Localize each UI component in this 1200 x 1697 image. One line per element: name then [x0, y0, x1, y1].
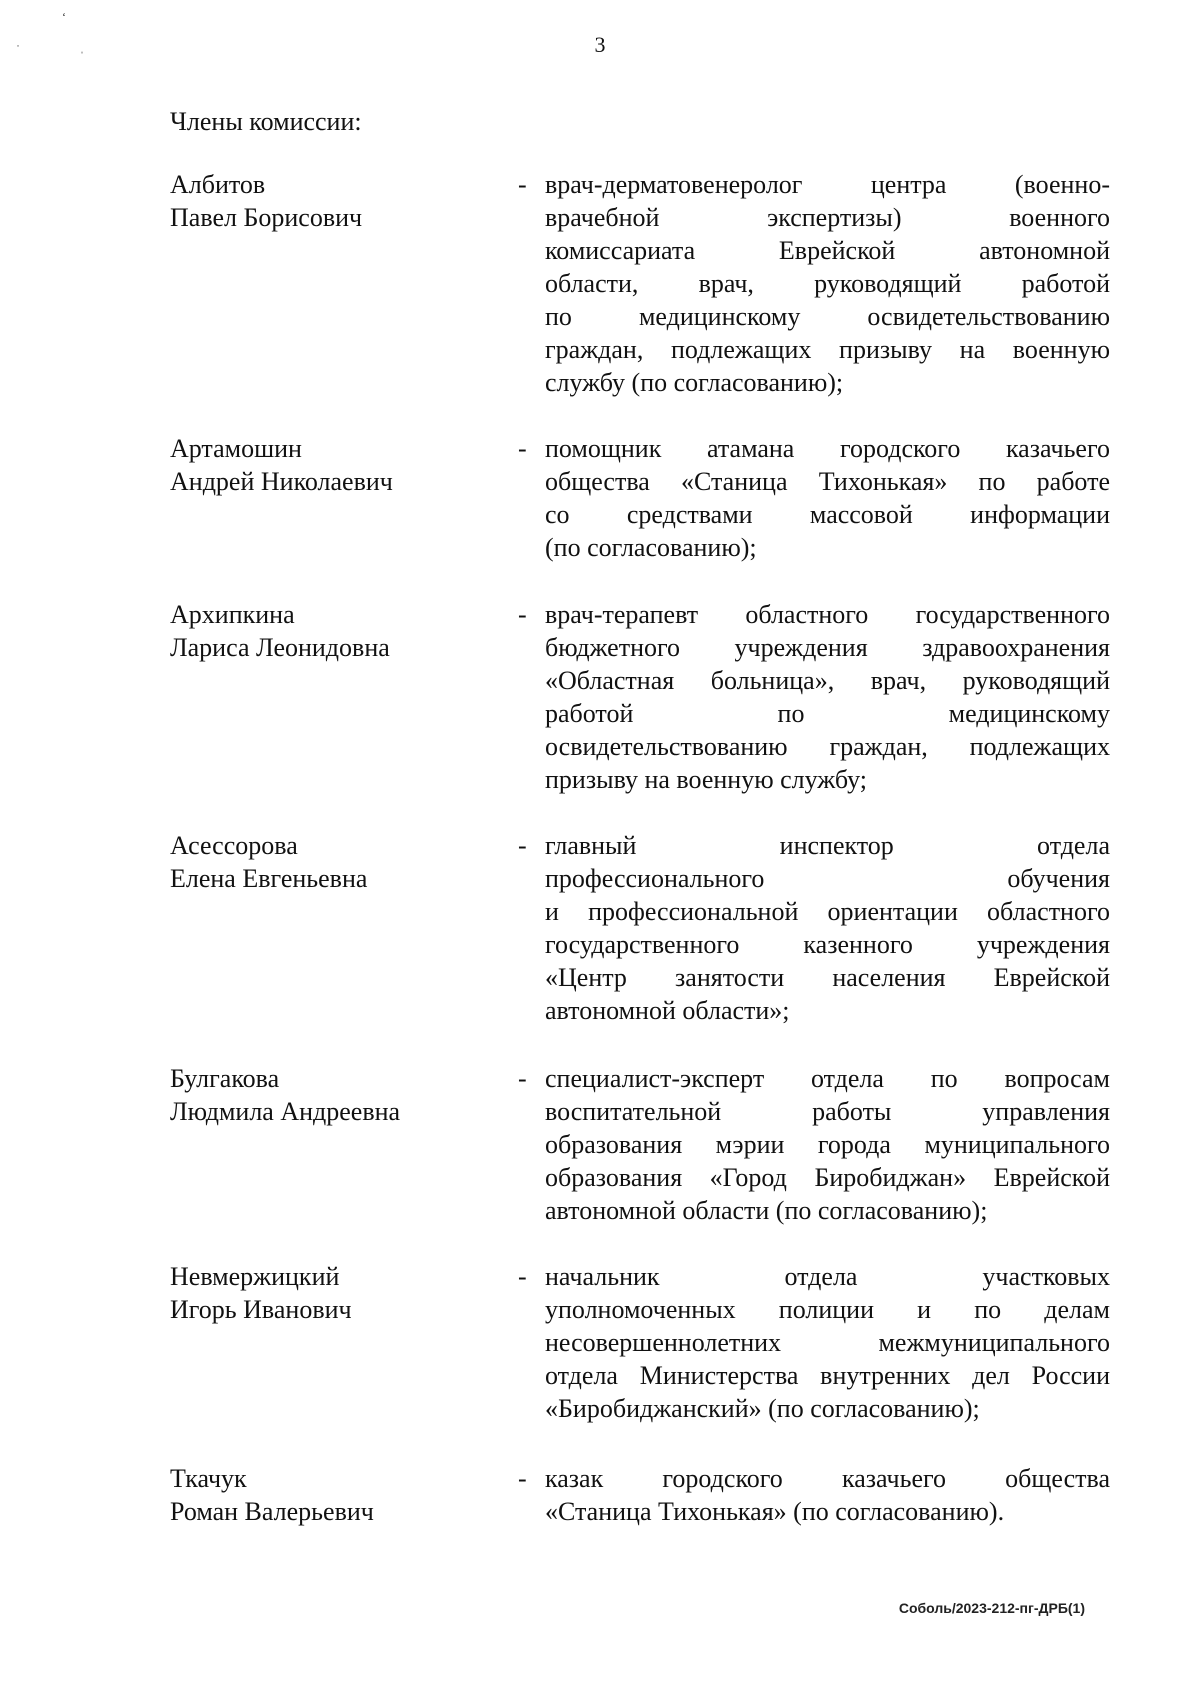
description-line: граждан, подлежащих призыву на военную [545, 335, 1110, 364]
description-line: работой по медицинскому [545, 699, 1110, 728]
page-number: 3 [594, 32, 606, 57]
description-line: службу (по согласованию); [545, 368, 844, 397]
member-surname: Ткачук [170, 1464, 247, 1493]
member-name [170, 1462, 490, 1528]
member-surname: Архипкина [170, 600, 295, 629]
description-line: образования «Город Биробиджан» Еврейской [545, 1163, 1110, 1192]
description-line: «Областная больница», врач, руководящий [545, 666, 1110, 695]
description-line: призыву на военную службу; [545, 765, 868, 794]
member-surname: Невмержицкий [170, 1262, 340, 1291]
member-description [545, 1462, 1110, 1528]
description-line: уполномоченных полиции и по делам [545, 1295, 1110, 1324]
member-surname: Асессорова [170, 831, 298, 860]
description-line: общества «Станица Тихонькая» по работе [545, 467, 1110, 496]
description-line: отдела Министерства внутренних дел России [545, 1361, 1110, 1390]
member-dash: - [518, 434, 527, 463]
commission-members-heading: Члены комиссии: [170, 107, 362, 136]
description-line: освидетельствованию граждан, подлежащих [545, 732, 1110, 761]
description-line: врачебной экспертизы) военного [545, 203, 1110, 232]
member-dash: - [518, 170, 527, 199]
description-line: образования мэрии города муниципального [545, 1130, 1110, 1159]
member-given-names: Роман Валерьевич [170, 1497, 374, 1526]
description-line: «Биробиджанский» (по согласованию); [545, 1394, 980, 1423]
member-surname: Албитов [170, 170, 266, 199]
description-line: профессионального обучения [545, 864, 1110, 893]
member-description [545, 1062, 1110, 1227]
description-line: комиссариата Еврейской автономной [545, 236, 1110, 265]
member-given-names: Игорь Иванович [170, 1295, 352, 1324]
member-given-names: Елена Евгеньевна [170, 864, 368, 893]
member-description [545, 1260, 1110, 1425]
member-description [545, 168, 1110, 399]
description-line: врач-дерматовенеролог центра (военно- [545, 170, 1110, 199]
member-dash: - [518, 1464, 527, 1493]
document-registration-code: Соболь/2023-212-пг-ДРБ(1) [898, 1600, 1085, 1616]
member-dash: - [518, 1064, 527, 1093]
member-given-names: Людмила Андреевна [170, 1097, 401, 1126]
description-line: государственного казенного учреждения [545, 930, 1110, 959]
member-description [545, 598, 1110, 796]
description-line: воспитательной работы управления [545, 1097, 1110, 1126]
member-dash: - [518, 600, 527, 629]
description-line: помощник атамана городского казачьего [545, 434, 1110, 463]
description-line: (по согласованию); [545, 533, 757, 562]
member-dash: - [518, 831, 527, 860]
description-line: со средствами массовой информации [545, 500, 1110, 529]
member-name [170, 1062, 490, 1128]
description-line: бюджетного учреждения здравоохранения [545, 633, 1110, 662]
member-given-names: Павел Борисович [170, 203, 363, 232]
description-line: автономной области (по согласованию); [545, 1196, 988, 1225]
description-line: казак городского казачьего общества [545, 1464, 1110, 1493]
description-line: и профессиональной ориентации областного [545, 897, 1110, 926]
member-name [170, 1260, 490, 1326]
scan-artifact-marks: ʻ ˙ ˌ [16, 10, 84, 56]
description-line: области, врач, руководящий работой [545, 269, 1110, 298]
description-line: «Центр занятости населения Еврейской [545, 963, 1110, 992]
description-line: «Станица Тихонькая» (по согласованию). [545, 1497, 1005, 1526]
description-line: автономной области»; [545, 996, 790, 1025]
member-surname: Артамошин [170, 434, 302, 463]
member-dash: - [518, 1262, 527, 1291]
member-description [545, 432, 1110, 564]
description-line: врач-терапевт областного государственного [545, 600, 1110, 629]
description-line: несовершеннолетних межмуниципального [545, 1328, 1110, 1357]
description-line: по медицинскому освидетельствованию [545, 302, 1110, 331]
member-name [170, 432, 490, 498]
member-name [170, 829, 490, 895]
member-name [170, 168, 490, 234]
description-line: начальник отдела участковых [545, 1262, 1110, 1291]
member-given-names: Андрей Николаевич [170, 467, 393, 496]
member-name [170, 598, 490, 664]
member-surname: Булгакова [170, 1064, 280, 1093]
member-description [545, 829, 1110, 1027]
description-line: специалист-эксперт отдела по вопросам [545, 1064, 1110, 1093]
member-given-names: Лариса Леонидовна [170, 633, 390, 662]
description-line: главный инспектор отдела [545, 831, 1110, 860]
